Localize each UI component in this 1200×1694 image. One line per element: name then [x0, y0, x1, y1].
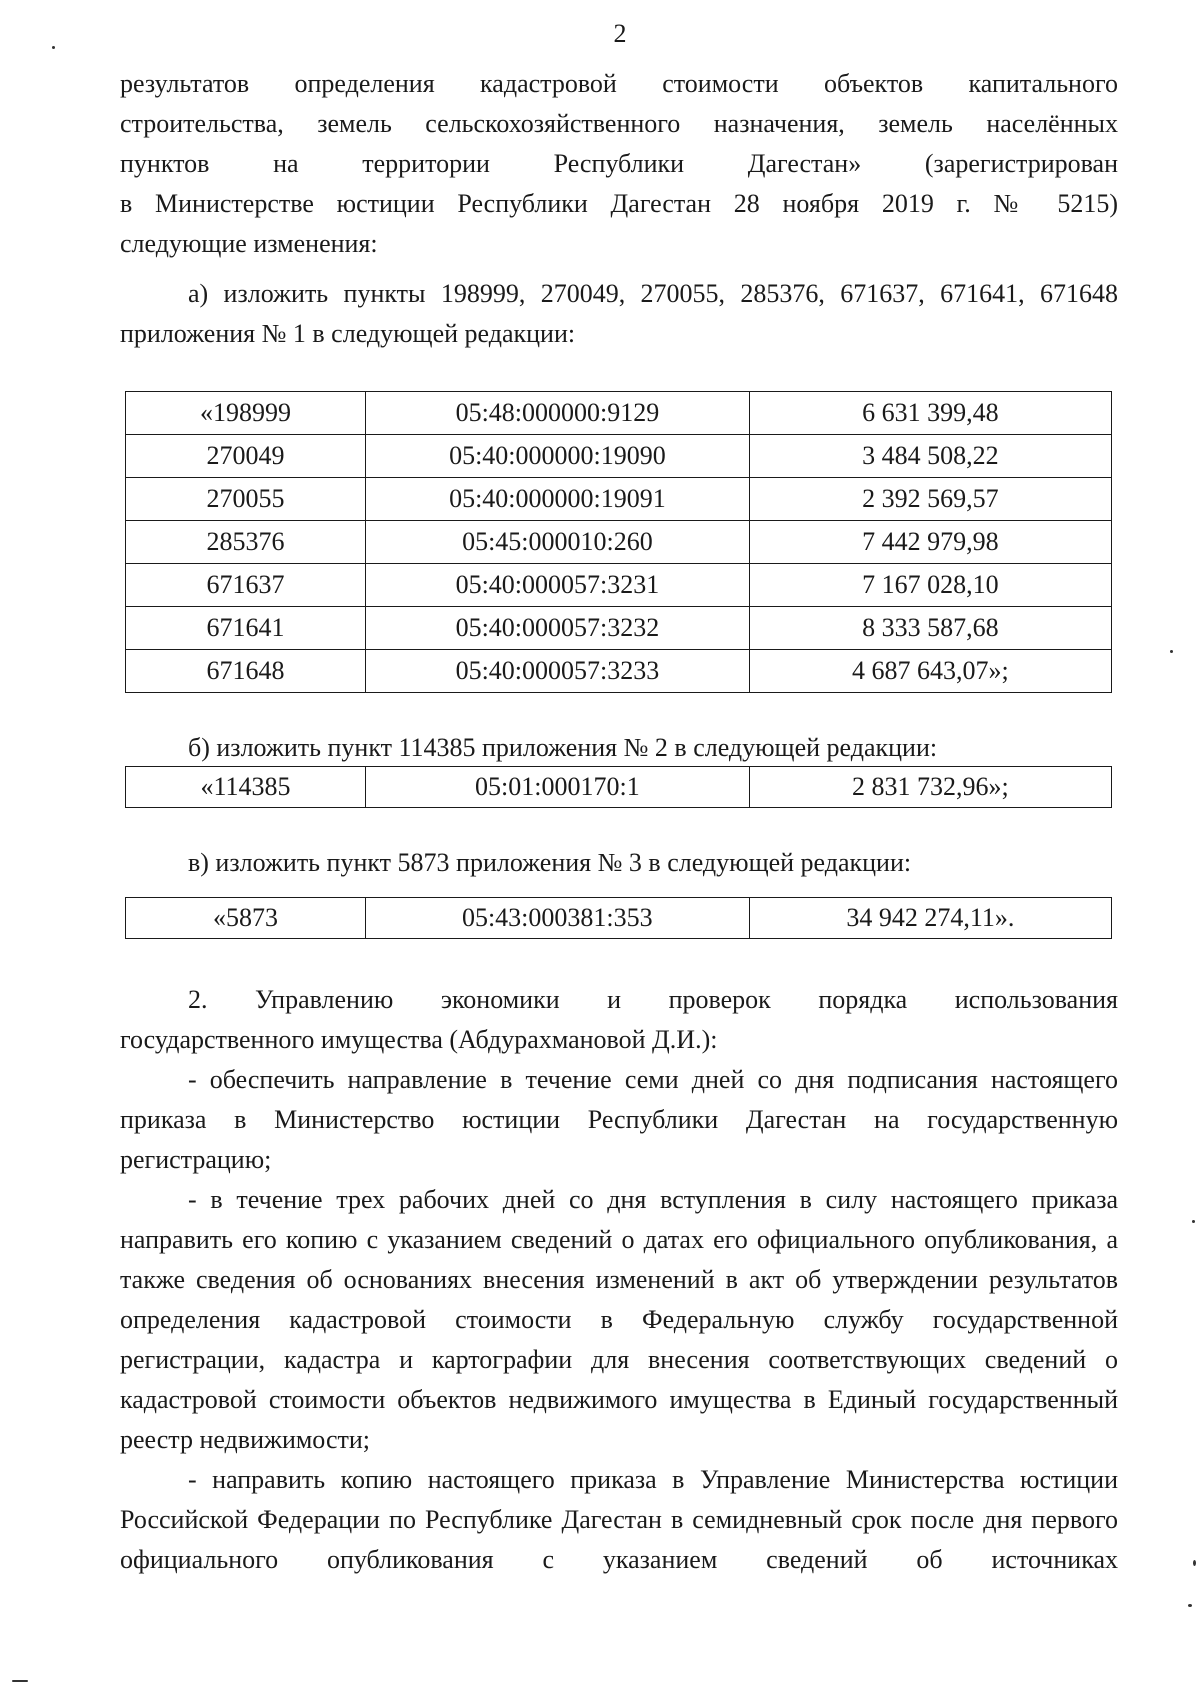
item-a-paragraph	[120, 274, 1118, 354]
table-row	[126, 564, 1112, 607]
intro-line: в Министерстве юстиции Республики Дагестан 28 ноября 2019 г. № 5215)	[120, 189, 1118, 218]
table-row	[126, 650, 1112, 693]
table-appendix-3	[125, 897, 1112, 939]
table-cell-item: «198999	[126, 392, 366, 435]
scan-speck	[1193, 1560, 1196, 1566]
item-b-line: б) изложить пункт 114385 приложения № 2 в следующей редакции:	[188, 733, 938, 762]
scan-speck	[1192, 1220, 1195, 1223]
table-appendix-2	[125, 766, 1112, 808]
table-cell-cadastral-number: 05:45:000010:260	[365, 521, 749, 564]
table-cell-value: 2 831 732,96»;	[749, 767, 1111, 808]
item-c-paragraph	[120, 843, 1118, 883]
table-cell-item: «114385	[126, 767, 366, 808]
table-row	[126, 392, 1112, 435]
table-cell-item: 285376	[126, 521, 366, 564]
table-appendix-1	[125, 391, 1112, 693]
scan-speck	[1188, 1604, 1192, 1607]
intro-line: следующие изменения:	[120, 229, 378, 258]
section-2-heading-line: государственного имущества (Абдурахмановой Д.И.):	[120, 1025, 718, 1054]
intro-paragraph	[120, 64, 1118, 264]
table-cell-item: 270055	[126, 478, 366, 521]
table-cell-item: 671637	[126, 564, 366, 607]
section-2-bullet: - направить копию настоящего приказа в Управление Министерства юстиции Российской Федерации по Республике Дагестан в семидневный срок после дня первого официального опубликования с указанием сведений об источниках	[120, 1465, 1118, 1574]
table-cell-value: 4 687 643,07»;	[749, 650, 1111, 693]
table-cell-cadastral-number: 05:40:000057:3231	[365, 564, 749, 607]
table-cell-value: 3 484 508,22	[749, 435, 1111, 478]
table-row	[126, 767, 1112, 808]
table-cell-cadastral-number: 05:48:000000:9129	[365, 392, 749, 435]
table-cell-item: 270049	[126, 435, 366, 478]
section-2-bullet: - обеспечить направление в течение семи дней со дня подписания настоящего приказа в Министерство юстиции Республики Дагестан на государственную регистрацию;	[120, 1065, 1118, 1174]
table-row	[126, 435, 1112, 478]
item-b-paragraph	[120, 728, 1118, 768]
table-cell-value: 34 942 274,11».	[749, 898, 1111, 939]
scan-speck	[12, 1680, 28, 1682]
table-cell-value: 7 167 028,10	[749, 564, 1111, 607]
table-row	[126, 898, 1112, 939]
table-cell-item: 671641	[126, 607, 366, 650]
table-cell-value: 7 442 979,98	[749, 521, 1111, 564]
table-cell-cadastral-number: 05:40:000057:3232	[365, 607, 749, 650]
table-cell-value: 2 392 569,57	[749, 478, 1111, 521]
section-2	[120, 980, 1118, 1580]
table-row	[126, 521, 1112, 564]
table-cell-cadastral-number: 05:40:000057:3233	[365, 650, 749, 693]
page-number: 2	[613, 19, 627, 48]
table-cell-cadastral-number: 05:40:000000:19090	[365, 435, 749, 478]
table-cell-item: 671648	[126, 650, 366, 693]
intro-line: строительства, земель сельскохозяйственного назначения, земель населённых	[120, 109, 1118, 138]
table-cell-item: «5873	[126, 898, 366, 939]
item-c-line: в) изложить пункт 5873 приложения № 3 в следующей редакции:	[188, 848, 912, 877]
table-cell-value: 6 631 399,48	[749, 392, 1111, 435]
table-cell-cadastral-number: 05:01:000170:1	[366, 767, 750, 808]
table-row	[126, 478, 1112, 521]
table-cell-value: 8 333 587,68	[749, 607, 1111, 650]
intro-line: пунктов на территории Республики Дагестан» (зарегистрирован	[120, 149, 1118, 178]
item-a-line: приложения № 1 в следующей редакции:	[120, 319, 576, 348]
scan-speck	[52, 46, 55, 49]
item-a-line: а) изложить пункты 198999, 270049, 270055, 285376, 671637, 671641, 671648	[188, 279, 1118, 308]
table-row	[126, 607, 1112, 650]
table-cell-cadastral-number: 05:43:000381:353	[365, 898, 749, 939]
section-2-bullet: - в течение трех рабочих дней со дня вступления в силу настоящего приказа направить его копию с указанием сведений о датах его официального опубликования, а также сведения об основаниях внесения изменений в акт об утверждении результатов определения кадастровой стоимости в Федеральную службу государственной регистрации, кадастра и картографии для внесения соответствующих сведений о кадастровой стоимости объектов недвижимого имущества в Единый государственный реестр недвижимости;	[120, 1185, 1118, 1454]
intro-line: результатов определения кадастровой стоимости объектов капитального	[120, 69, 1118, 98]
scan-speck	[1170, 650, 1173, 653]
section-2-heading-line: 2. Управлению экономики и проверок порядка использования	[188, 985, 1118, 1014]
table-cell-cadastral-number: 05:40:000000:19091	[365, 478, 749, 521]
